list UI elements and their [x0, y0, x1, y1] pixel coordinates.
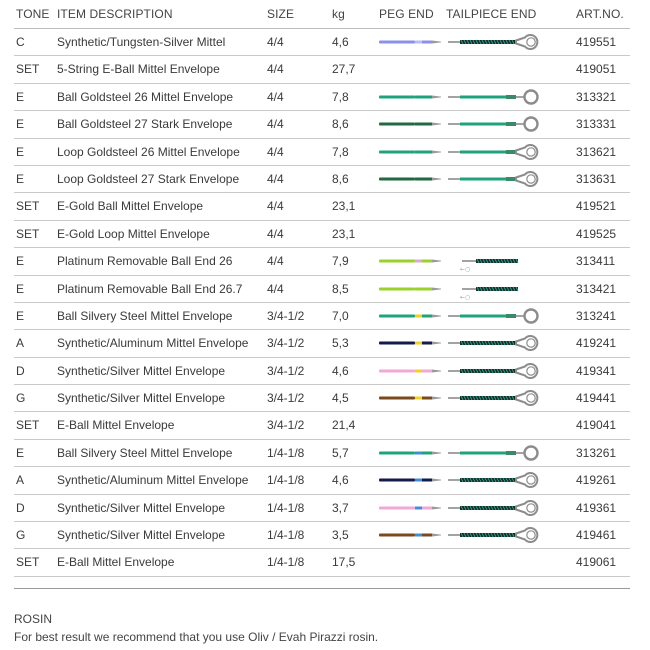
table-header: [14, 0, 630, 29]
description-cell: E-Ball Mittel Envelope: [57, 555, 175, 570]
description-cell: Ball Silvery Steel Mittel Envelope: [57, 445, 233, 460]
description-cell: Platinum Removable Ball End 26: [57, 254, 233, 269]
size-cell: 1/4-1/8: [267, 528, 305, 543]
peg-end-illustration: [378, 276, 442, 302]
header-peg-end: PEG END: [379, 7, 434, 21]
peg-end-illustration: [378, 139, 442, 165]
loop-end-illustration: [446, 139, 541, 165]
tone-cell: E: [16, 281, 25, 296]
size-cell: 3/4-1/2: [267, 336, 305, 351]
tone-cell: G: [16, 528, 26, 543]
size-cell: 4/4: [267, 281, 284, 296]
weight-cell: 23,1: [332, 226, 356, 241]
peg-end-illustration: [378, 29, 442, 55]
art-no-cell: 313621: [576, 144, 617, 159]
size-cell: 4/4: [267, 62, 284, 77]
tone-cell: SET: [16, 555, 40, 570]
weight-cell: 5,7: [332, 445, 349, 460]
table-row: [14, 330, 630, 357]
header-kg: kg: [332, 7, 345, 21]
peg-end-illustration: [378, 440, 442, 466]
weight-cell: 4,6: [332, 35, 349, 49]
table-row: [14, 385, 630, 412]
header-art-no: ART.NO.: [576, 7, 624, 21]
peg-end-illustration: [378, 385, 442, 411]
table-row: [14, 358, 630, 385]
loop-end-illustration: [446, 358, 541, 384]
art-no-cell: 419051: [576, 62, 617, 77]
size-cell: 4/4: [267, 144, 284, 159]
weight-cell: 23,1: [332, 199, 356, 214]
ball-end-illustration: [446, 303, 541, 329]
header-tone: TONE: [16, 7, 50, 21]
svg-text:←○: ←○: [460, 293, 471, 301]
tone-cell: A: [16, 336, 25, 351]
art-no-cell: 313331: [576, 117, 617, 132]
description-cell: Synthetic/Aluminum Mittel Envelope: [57, 336, 249, 351]
table-row: [14, 248, 630, 275]
table-row: [14, 303, 630, 330]
peg-end-illustration: [378, 522, 442, 548]
table-row: [14, 440, 630, 467]
weight-cell: 4,5: [332, 391, 349, 406]
size-cell: 3/4-1/2: [267, 391, 305, 406]
art-no-cell: 313631: [576, 171, 617, 186]
description-cell: E-Gold Ball Mittel Envelope: [57, 199, 204, 214]
table-row: [14, 221, 630, 248]
svg-text:←○: ←○: [460, 266, 471, 274]
weight-cell: 4,6: [332, 473, 349, 488]
description-cell: Synthetic/Aluminum Mittel Envelope: [57, 473, 249, 488]
art-no-cell: 313261: [576, 445, 617, 460]
description-cell: Synthetic/Tungsten-Silver Mittel: [57, 35, 226, 49]
description-cell: 5-String E-Ball Mittel Envelope: [57, 62, 220, 77]
loop-end-illustration: [446, 29, 541, 55]
table-row: [14, 193, 630, 220]
size-cell: 3/4-1/2: [267, 363, 305, 378]
tone-cell: SET: [16, 62, 40, 77]
table-row: [14, 549, 630, 576]
loop-end-illustration: [446, 522, 541, 548]
weight-cell: 3,7: [332, 500, 349, 515]
art-no-cell: 419525: [576, 226, 617, 241]
table-row: [14, 276, 630, 303]
description-cell: E-Ball Mittel Envelope: [57, 418, 175, 433]
tone-cell: G: [16, 391, 26, 406]
description-cell: Synthetic/Silver Mittel Envelope: [57, 363, 226, 378]
description-cell: Ball Goldsteel 27 Stark Envelope: [57, 117, 233, 132]
weight-cell: 7,9: [332, 254, 349, 269]
size-cell: 4/4: [267, 226, 284, 241]
description-cell: Synthetic/Silver Mittel Envelope: [57, 500, 226, 515]
tone-cell: E: [16, 89, 25, 104]
weight-cell: 4,6: [332, 363, 349, 378]
loop-end-illustration: [446, 166, 541, 192]
art-no-cell: 419041: [576, 418, 617, 433]
table-row: [14, 495, 630, 522]
art-no-cell: 419521: [576, 199, 617, 214]
description-cell: Platinum Removable Ball End 26.7: [57, 281, 243, 296]
size-cell: 4/4: [267, 254, 284, 269]
size-cell: 4/4: [267, 171, 284, 186]
string-table: [14, 0, 630, 577]
removable-ball-end-illustration: [446, 276, 541, 302]
description-cell: Synthetic/Silver Mittel Envelope: [57, 391, 226, 406]
header-description: ITEM DESCRIPTION: [57, 7, 173, 21]
tone-cell: SET: [16, 226, 40, 241]
tone-cell: E: [16, 144, 25, 159]
peg-end-illustration: [378, 303, 442, 329]
art-no-cell: 313421: [576, 281, 617, 296]
peg-end-illustration: [378, 166, 442, 192]
description-cell: E-Gold Loop Mittel Envelope: [57, 226, 210, 241]
tone-cell: SET: [16, 199, 40, 214]
peg-end-illustration: [378, 248, 442, 274]
size-cell: 1/4-1/8: [267, 445, 305, 460]
header-size: SIZE: [267, 7, 295, 21]
table-row: [14, 29, 630, 56]
art-no-cell: 419341: [576, 363, 617, 378]
tone-cell: D: [16, 363, 25, 378]
tone-cell: C: [16, 35, 25, 49]
table-row: [14, 166, 630, 193]
ball-end-illustration: [446, 111, 541, 137]
art-no-cell: 419461: [576, 528, 617, 543]
size-cell: 4/4: [267, 199, 284, 214]
table-row: [14, 467, 630, 494]
peg-end-illustration: [378, 358, 442, 384]
size-cell: 3/4-1/2: [267, 418, 305, 433]
peg-end-illustration: [378, 111, 442, 137]
description-cell: Ball Goldsteel 26 Mittel Envelope: [57, 89, 234, 104]
peg-end-illustration: [378, 84, 442, 110]
rosin-text: For best result we recommend that you use Oliv / Evah Pirazzi rosin.: [14, 630, 379, 644]
tone-cell: E: [16, 445, 25, 460]
table-row: [14, 139, 630, 166]
art-no-cell: 419361: [576, 500, 617, 515]
tone-cell: E: [16, 308, 25, 323]
tone-cell: E: [16, 254, 25, 269]
size-cell: 1/4-1/8: [267, 473, 305, 488]
size-cell: 4/4: [267, 89, 284, 104]
table-row: [14, 84, 630, 111]
loop-end-illustration: [446, 467, 541, 493]
rosin-title: ROSIN: [14, 612, 53, 626]
size-cell: 4/4: [267, 35, 284, 49]
table-row: [14, 111, 630, 138]
peg-end-illustration: [378, 467, 442, 493]
header-tailpiece-end: TAILPIECE END: [446, 7, 537, 21]
size-cell: 3/4-1/2: [267, 308, 305, 323]
weight-cell: 21,4: [332, 418, 356, 433]
tone-cell: E: [16, 117, 25, 132]
art-no-cell: 419241: [576, 336, 617, 351]
size-cell: 4/4: [267, 117, 284, 132]
art-no-cell: 419551: [576, 35, 617, 49]
weight-cell: 7,0: [332, 308, 349, 323]
art-no-cell: 419061: [576, 555, 617, 570]
art-no-cell: 419261: [576, 473, 617, 488]
tone-cell: A: [16, 473, 25, 488]
art-no-cell: 419441: [576, 391, 617, 406]
table-row: [14, 522, 630, 549]
loop-end-illustration: [446, 495, 541, 521]
art-no-cell: 313411: [576, 254, 616, 269]
size-cell: 1/4-1/8: [267, 500, 305, 515]
weight-cell: 7,8: [332, 89, 349, 104]
removable-ball-end-illustration: [446, 248, 541, 274]
weight-cell: 8,5: [332, 281, 349, 296]
tone-cell: D: [16, 500, 25, 515]
art-no-cell: 313321: [576, 89, 617, 104]
table-body: [14, 29, 630, 577]
loop-end-illustration: [446, 385, 541, 411]
weight-cell: 8,6: [332, 117, 349, 132]
tone-cell: SET: [16, 418, 40, 433]
weight-cell: 3,5: [332, 528, 349, 543]
divider: [14, 588, 630, 589]
ball-end-illustration: [446, 440, 541, 466]
size-cell: 1/4-1/8: [267, 555, 305, 570]
peg-end-illustration: [378, 495, 442, 521]
description-cell: Synthetic/Silver Mittel Envelope: [57, 528, 226, 543]
peg-end-illustration: [378, 330, 442, 356]
weight-cell: 17,5: [332, 555, 356, 570]
table-row: [14, 412, 630, 439]
weight-cell: 8,6: [332, 171, 349, 186]
table-row: [14, 56, 630, 83]
weight-cell: 7,8: [332, 144, 349, 159]
art-no-cell: 313241: [576, 308, 617, 323]
description-cell: Loop Goldsteel 26 Mittel Envelope: [57, 144, 240, 159]
description-cell: Loop Goldsteel 27 Stark Envelope: [57, 171, 240, 186]
weight-cell: 5,3: [332, 336, 349, 351]
ball-end-illustration: [446, 84, 541, 110]
loop-end-illustration: [446, 330, 541, 356]
tone-cell: E: [16, 171, 25, 186]
description-cell: Ball Silvery Steel Mittel Envelope: [57, 308, 233, 323]
weight-cell: 27,7: [332, 62, 356, 77]
